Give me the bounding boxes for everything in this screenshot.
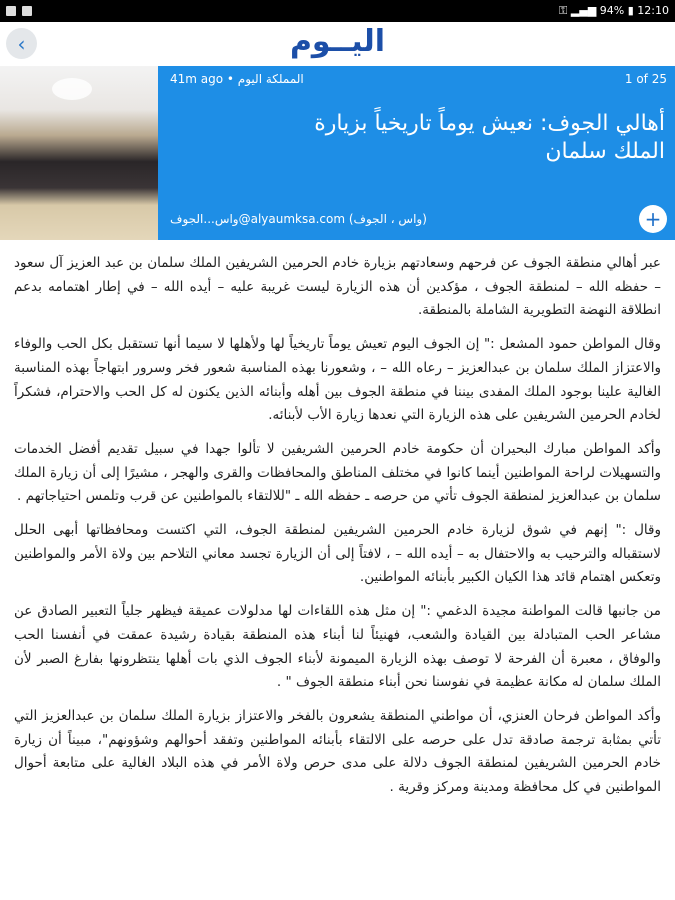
- add-button[interactable]: [639, 205, 667, 233]
- article-title: أهالي الجوف: نعيش يوماً تاريخياً بزيارة الملك سلمان: [314, 111, 665, 164]
- status-right: ⚿ ▂▄▆ 94% ▮ 12:10: [559, 4, 669, 17]
- article-meta: 41m ago • المملكة اليوم: [170, 72, 304, 86]
- paragraph: عبر أهالي منطقة الجوف عن فرحهم وسعادتهم بزيارة خادم الحرمين الشريفين الملك سلمان بن عبد العزيز آل سعود – حفظه الله – لمنطقة الجوف ، مؤكدين أن هذه الزيارة ليست غريبة عليه – أيده الله – في إطار اهتمامه بدعم انطلاقة النهضة التطويرية الشاملة بالمنطقة.: [14, 255, 661, 319]
- notification-icon: [22, 6, 32, 16]
- paragraph: وأكد المواطن مبارك البحيران أن حكومة خادم الحرمين الشريفين لا تألوا جهدا في سبيل تقديم أفضل الخدمات والتسهيلات لراحة المواطنين أينما كانوا في مختلف المناطق والمحافظات والقرى والهجر ، مشيرًا إلى أن زيارة الملك سلمان بن عبدالعزيز لمنطقة الجوف تأتي من حرصه ـ حفظه الله ـ "للالتقاء بالمواطنين عن قرب وتلمس احتياجاتهم .: [14, 440, 661, 505]
- chevron-left-icon: ‹: [17, 31, 26, 56]
- notification-icons: [6, 6, 32, 16]
- app-logo: اليــوم: [289, 24, 386, 59]
- article-hero: [0, 66, 675, 240]
- plus-icon: +: [644, 207, 662, 231]
- gallery-icon: [6, 6, 16, 16]
- app-header: [0, 22, 675, 66]
- chandelier-shape: [52, 78, 92, 100]
- paragraph: وقال المواطن حمود المشعل :" إن الجوف اليوم تعيش يوماً تاريخياً لها ولأهلها لا سيما أنها تستقبل بكل الحب والوفاء والاعتزاز الملك سلمان بن عبدالعزيز – رعاه الله – ، وشعورنا بهذه المناسبة شعور فخر وسرور ابتهاجاً بهذه المناسبة الغالية علينا بوجود الملك المفدى بيننا في منطقة الجوف بين أهله وأبنائه الذين يكنون له كل الحب والاحترام، فشكراً لخادم الحرمين الشريفين على هذه الزيارة التي نعدها زيارة الأب لأبنائه.: [14, 336, 661, 424]
- article-source: واس...الجوف@alyaumksa.com (واس ، الجوف): [170, 212, 427, 226]
- status-bar: [0, 0, 675, 22]
- article-counter: 1 of 25: [624, 72, 667, 86]
- paragraph: وأكد المواطن فرحان العنزي، أن مواطني المنطقة يشعرون بالفخر والاعتزاز بزيارة الملك سلمان بن عبدالعزيز التي تأتي بمثابة ترجمة صادقة تدل على حرصه على الالتقاء بأبنائه المواطنين وتفقد أحوالهم وشؤونهم"، مبيناً أن زيارة خادم الحرمين الشريفين لمنطقة الجوف دلالة على مدى حرص ولاة الأمر في هذه البلاد الغالية على متابعة أحوال المواطنين في كل محافظة ومدينة ومركز وقرية .: [14, 707, 661, 796]
- clock: 12:10: [637, 4, 669, 17]
- article-header-panel: [158, 66, 675, 240]
- battery-level: 94%: [599, 4, 625, 17]
- article-photo[interactable]: [0, 66, 158, 240]
- paragraph: وقال :" إنهم في شوق لزيارة خادم الحرمين الشريفين لمنطقة الجوف، التي اكتست ومحافظاتها أبهى الحلل لاستقباله والترحيب به والاحتفال به – أيده الله – ، لافتاً إلى أن الزيارة تجسد معاني التلاحم بين ولاة الأمر والمواطنين وتعكس اهتمام قائد هذا الكيان الكبير بأبنائه المواطنين.: [14, 522, 661, 586]
- paragraph: من جانبها قالت المواطنة مجيدة الدغمي :" إن مثل هذه اللقاءات لها مدلولات عميقة فيظهر جلياً التعبير الصادق عن مشاعر الحب المتبادلة بين القيادة والشعب، فهنيئاً لنا أبناء هذه المنطقة بقيادة رشيدة عمقت في أنفسنا الحب والوفاق ، معبرة أن الفرحة لا توصف بهذه الزيارة الميمونة لأبناء الجوف الذي بات أهلها ينتظرونها بفارغ الصبر لأن الملك سلمان له مكانة عظيمة في نفوسنا نحن أبناء منطقة الجوف " .: [14, 603, 661, 691]
- article-body: [0, 240, 675, 800]
